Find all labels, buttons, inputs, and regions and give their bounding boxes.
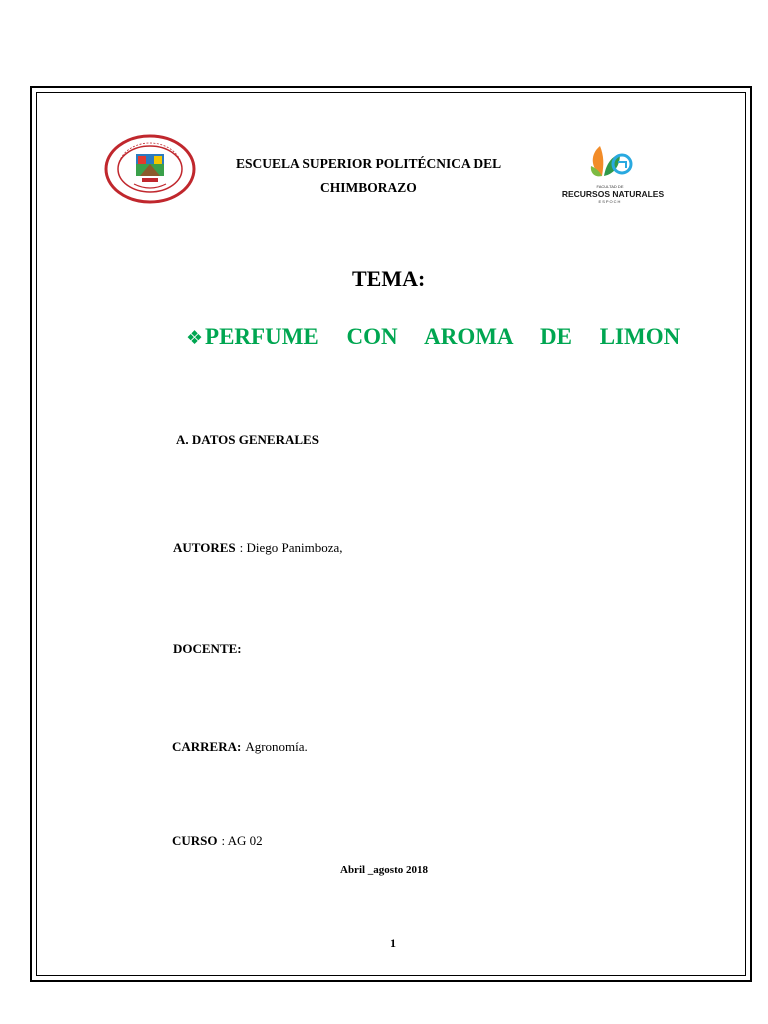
institution-line-2: CHIMBORAZO (320, 180, 417, 195)
carrera-label: CARRERA: (172, 739, 242, 754)
carrera-value: Agronomía. (245, 739, 308, 754)
tema-label: TEMA: (352, 266, 426, 291)
curso-label: CURSO (172, 833, 218, 848)
institution-name (236, 152, 501, 200)
autores-value: : Diego Panimboza, (239, 540, 343, 555)
page-border-inner (36, 92, 746, 976)
autores-field (173, 539, 343, 557)
docente-label: DOCENTE: (173, 641, 242, 656)
page-border (30, 86, 752, 982)
carrera-field (172, 738, 308, 756)
topic-title (186, 324, 680, 350)
faculty-logo-name: RECURSOS NATURALES (561, 189, 665, 199)
curso-value: : AG 02 (221, 833, 263, 848)
faculty-logo-suffix: ESPOCH (598, 199, 622, 204)
curso-field (172, 832, 263, 850)
faculty-logo-icon (560, 142, 670, 206)
section-heading: A. DATOS GENERALES (176, 432, 319, 447)
docente-field (173, 640, 242, 658)
institution-line-1: ESCUELA SUPERIOR POLITÉCNICA DEL (236, 156, 502, 171)
topic-title-text: PERFUME CON AROMA DE LIMON (205, 324, 681, 349)
diamond-bullet-icon: ❖ (186, 327, 204, 349)
date-range: Abril _agosto 2018 (340, 864, 428, 876)
page-number: 1 (390, 936, 396, 950)
university-seal-icon (104, 134, 196, 204)
faculty-logo-prefix: FACULTAD DE (596, 184, 624, 189)
autores-label: AUTORES (173, 540, 236, 555)
